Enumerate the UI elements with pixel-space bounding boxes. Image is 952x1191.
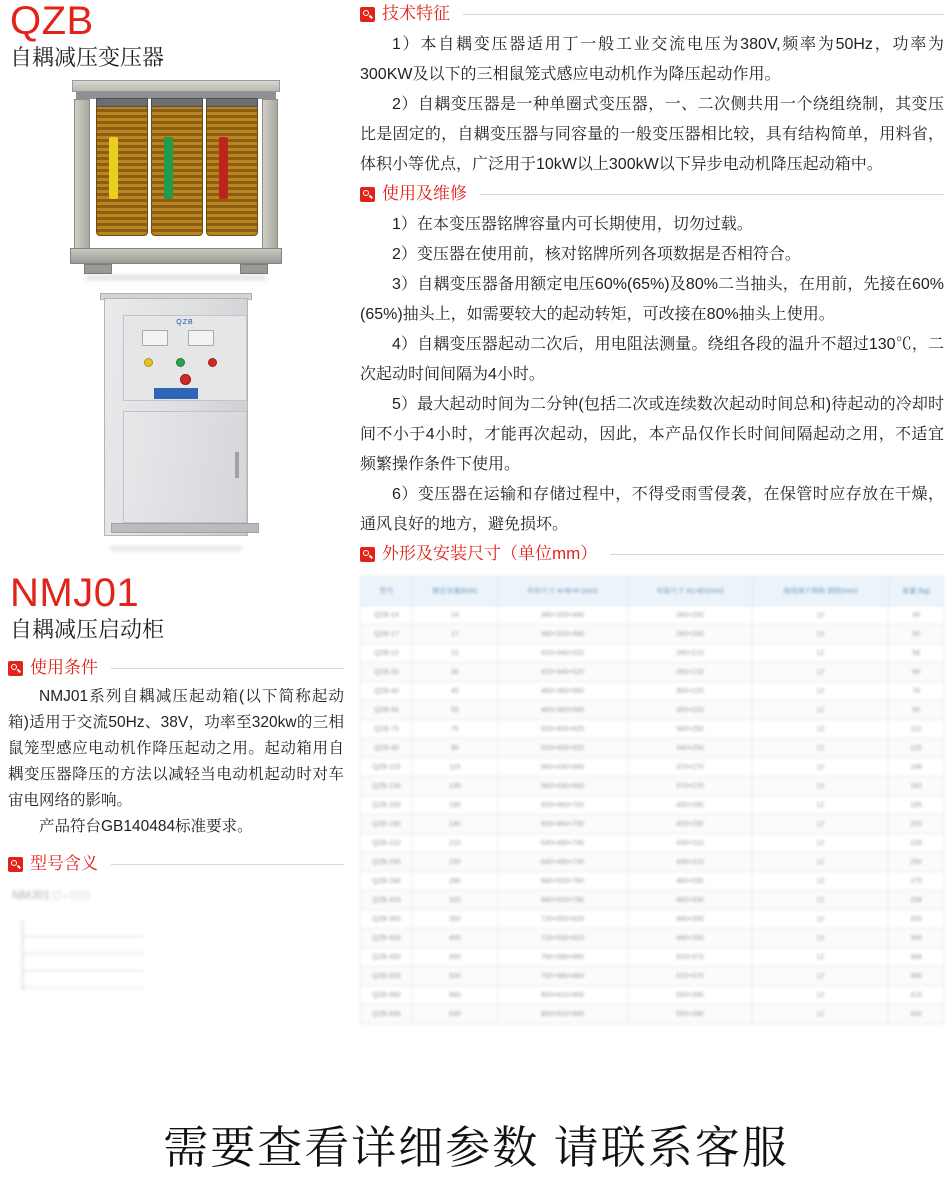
table-cell: 58 [889, 644, 944, 663]
table-row [361, 701, 944, 720]
table-cell: 12 [752, 739, 889, 758]
table-cell: QZB-14 [361, 606, 413, 625]
table-cell: 12 [752, 796, 889, 815]
table-cell: 490×350 [628, 910, 753, 929]
table-cell: 280×210 [628, 644, 753, 663]
paragraph: 2）变压器在使用前，核对铭牌所列各项数据是否相符合。 [392, 246, 801, 263]
table-cell: 460×330 [628, 891, 753, 910]
table-row [361, 625, 944, 644]
table-cell: QZB-280 [361, 872, 413, 891]
heading-divider [111, 668, 344, 669]
table-body [361, 606, 944, 1024]
table-cell: 600×460×700 [497, 815, 627, 834]
table-row [361, 1005, 944, 1024]
table-cell: 350 [412, 910, 497, 929]
table-cell: 380×320×480 [497, 625, 627, 644]
table-row [361, 834, 944, 853]
table-row [361, 606, 944, 625]
table-cell: 720×550×820 [497, 910, 627, 929]
table-cell: 550×390 [628, 1005, 753, 1024]
transformer-base-frame [70, 248, 282, 264]
model-breakdown-row [23, 920, 143, 937]
table-cell: 12 [752, 948, 889, 967]
heading-divider [480, 194, 944, 195]
table-cell: 14 [412, 606, 497, 625]
table-cell: 550×390 [628, 986, 753, 1005]
search-icon [8, 857, 23, 872]
table-cell: 430×310 [628, 834, 753, 853]
table-cell: QZB-135 [361, 777, 413, 796]
cabinet-door-handle [235, 452, 239, 478]
search-icon [360, 547, 375, 562]
section-heading-dimensions [360, 544, 944, 564]
table-cell: 490×350 [628, 929, 753, 948]
table-cell: 390 [889, 967, 944, 986]
table-cell: 430×310 [628, 853, 753, 872]
table-row [361, 777, 944, 796]
coil-cap [206, 98, 258, 107]
model-code-line: NMJ01 □ - □ □ [12, 888, 90, 902]
table-cell: 30 [412, 663, 497, 682]
table-cell: 148 [889, 758, 944, 777]
table-cell: 125 [889, 739, 944, 758]
table-cell: 66 [889, 663, 944, 682]
cabinet-shadow [110, 546, 242, 551]
section-heading-use-and-maintenance [360, 184, 944, 204]
table-cell: 460×360×560 [497, 682, 627, 701]
transformer-side-right [262, 99, 278, 249]
table-row [361, 891, 944, 910]
table-cell: QZB-350 [361, 910, 413, 929]
column-header: 安装尺寸 A1×B1(mm) [628, 577, 753, 606]
table-cell: 440 [889, 1005, 944, 1024]
table-cell: 800×610×900 [497, 1005, 627, 1024]
table-cell: 368 [889, 948, 944, 967]
paragraph: 5）最大起动时间为二分钟(包括二次或连续数次起动时间总和)待起动的冷却时间不小于4小时，才能再次起动，因此，本产品仅作长时间间隔起动之用，不适宜频繁操作条件下使用。 [360, 396, 944, 473]
table-cell: 250 [889, 853, 944, 872]
left-column [0, 0, 352, 1191]
table-cell: 260×200 [628, 606, 753, 625]
section-title: 外形及安装尺寸（单位mm） [382, 544, 598, 563]
column-header: 型号 [361, 577, 413, 606]
table-cell: 420×340×520 [497, 663, 627, 682]
table-row [361, 815, 944, 834]
table-cell: QZB-160 [361, 796, 413, 815]
dimensions-table [360, 576, 944, 1024]
table-cell: 12 [752, 663, 889, 682]
product-name-nmj01: 自耦减压启动柜 [10, 617, 165, 642]
table-cell: 12 [752, 986, 889, 1005]
table-cell: QZB-115 [361, 758, 413, 777]
model-breakdown-row [23, 937, 143, 954]
table-row [361, 682, 944, 701]
search-icon [360, 7, 375, 22]
table-cell: QZB-630 [361, 1005, 413, 1024]
table-cell: 298 [889, 891, 944, 910]
panel-meter [188, 330, 214, 346]
table-cell: 370×270 [628, 777, 753, 796]
table-cell: 12 [752, 606, 889, 625]
table-cell: 345 [889, 929, 944, 948]
table-cell: QZB-30 [361, 663, 413, 682]
right-column [360, 0, 952, 1191]
table-cell: QZB-400 [361, 929, 413, 948]
table-cell: 760×580×860 [497, 948, 627, 967]
table-cell: QZB-190 [361, 815, 413, 834]
transformer-coil [206, 104, 258, 236]
heading-divider [610, 554, 944, 555]
table-cell: 640×490×740 [497, 834, 627, 853]
table-row [361, 663, 944, 682]
table-cell: 600×460×700 [497, 796, 627, 815]
table-cell: 135 [412, 777, 497, 796]
table-cell: 320 [889, 910, 944, 929]
table-row [361, 720, 944, 739]
transformer-illustration [66, 80, 286, 280]
model-breakdown-row [23, 971, 143, 988]
table-cell: 800×610×900 [497, 986, 627, 1005]
table-cell: 260×200 [628, 625, 753, 644]
cabinet-photo [96, 298, 256, 548]
table-cell: 340×250 [628, 739, 753, 758]
table-cell: 560 [412, 986, 497, 1005]
table-cell: 280×210 [628, 663, 753, 682]
table-cell: 12 [752, 625, 889, 644]
table-cell: 12 [752, 758, 889, 777]
table-cell: 400×290 [628, 815, 753, 834]
section-title: 技术特征 [382, 4, 450, 23]
table-cell: 12 [752, 853, 889, 872]
table-cell: 450 [412, 948, 497, 967]
table-cell: 520×400×620 [497, 739, 627, 758]
table-cell: 12 [752, 682, 889, 701]
technical-features-text [360, 30, 944, 180]
indicator-lamp-green [176, 358, 185, 367]
table-cell: 520×370 [628, 948, 753, 967]
transformer-coil [151, 104, 203, 236]
transformer-foot [84, 264, 112, 274]
table-cell: 12 [752, 910, 889, 929]
cabinet-control-panel [123, 315, 247, 401]
paragraph: 产品符台GB140484标准要求。 [39, 818, 253, 835]
table-cell: 12 [752, 644, 889, 663]
table-cell: 50 [889, 625, 944, 644]
table-cell: 55 [412, 701, 497, 720]
product-code-nmj01: NMJ01 [10, 571, 140, 615]
panel-label-plate [154, 388, 198, 399]
model-breakdown-lines [22, 920, 223, 990]
table-cell: QZB-450 [361, 948, 413, 967]
table-cell: 500 [412, 967, 497, 986]
section-heading-usage-conditions [8, 658, 344, 678]
table-cell: 370×270 [628, 758, 753, 777]
search-icon [8, 661, 23, 676]
table-row [361, 948, 944, 967]
table-cell: 12 [752, 777, 889, 796]
product-code-qzb: QZB [10, 0, 94, 43]
column-header: 额定容量(kVA) [412, 577, 497, 606]
table-cell: 12 [752, 720, 889, 739]
table-cell: 340×250 [628, 720, 753, 739]
table-cell: 90 [889, 701, 944, 720]
product-name-qzb: 自耦减压变压器 [10, 45, 165, 70]
table-cell: 160 [412, 796, 497, 815]
table-row [361, 853, 944, 872]
column-header: 重量 (kg) [889, 577, 944, 606]
contact-support-notice: 需要查看详细参数 请联系客服 [163, 1122, 789, 1173]
paragraph: 1）在本变压器铭牌容量内可长期使用，切勿过载。 [392, 216, 753, 233]
table-cell: 280 [412, 872, 497, 891]
paragraph: 1）本自耦变压器适用丁一般工业交流电压为380V,频率为50Hz，功率为300KW及以下的三相鼠笼式感应电动机作为降压起动作用。 [360, 36, 944, 83]
table-header-row [361, 577, 944, 606]
heading-divider [111, 864, 344, 865]
lead-wire-red [219, 137, 228, 199]
table-cell: 75 [412, 720, 497, 739]
transformer-top-frame [72, 80, 280, 92]
indicator-lamp-red [208, 358, 217, 367]
transformer-side-left [74, 99, 90, 249]
table-cell: 520×370 [628, 967, 753, 986]
table-row [361, 872, 944, 891]
paragraph: NMJ01系列自耦减压起动箱(以下简称起动箱)适用于交流50Hz、38V，功率至320kw的三相鼠笼型感应电动机作降压起动之用。起动箱用自耦变压器降压的方法以减轻当电动机起动时对车宙电网络的影响。 [8, 688, 344, 809]
table-cell: 460×360×560 [497, 701, 627, 720]
column-header: 接线端子规格 铜排(mm) [752, 577, 889, 606]
lead-wire-yellow [109, 137, 118, 199]
table-cell: 760×580×860 [497, 967, 627, 986]
panel-meter [142, 330, 168, 346]
indicator-lamp-yellow [144, 358, 153, 367]
paragraph: 3）自耦变压器备用额定电压60%(65%)及80%二当抽头，在用前，先接在60%(65%)抽头上，如需要较大的起动转矩，可改接在80%抽头上使用。 [360, 276, 944, 323]
table-cell: 22 [412, 644, 497, 663]
table-cell: QZB-500 [361, 967, 413, 986]
table-cell: 560×430×660 [497, 777, 627, 796]
cabinet-logo: QZB [176, 319, 194, 326]
table-cell: 12 [752, 815, 889, 834]
table-row [361, 644, 944, 663]
coil-cap [151, 98, 203, 107]
cabinet-door [123, 411, 247, 523]
model-breakdown-row [23, 954, 143, 971]
table-cell: 210 [412, 834, 497, 853]
paragraph: 2）自耦变压器是一种单圈式变压器，一、二次侧共用一个绕组绕制，其变压比是固定的，自耦变压器与同容量的一般变压器相比较，具有结构简单，用料省，体积小等优点，广泛用于10kW以上300kW以下异步电动机降压起动箱中。 [360, 96, 944, 173]
stop-button [180, 374, 191, 385]
paragraph: 4）自耦变压器起动二次后，用电阻法测量。绕组各段的温升不超过130℃，二次起动时间间隔为4小时。 [360, 336, 944, 383]
table-cell: 12 [752, 891, 889, 910]
table-cell: 12 [752, 701, 889, 720]
table-cell: 17 [412, 625, 497, 644]
transformer-shadow [86, 275, 266, 280]
table-cell: 680×520×780 [497, 872, 627, 891]
section-title: 使用及维修 [382, 184, 467, 203]
table-cell: 12 [752, 834, 889, 853]
table-cell: 12 [752, 967, 889, 986]
table-cell: QZB-250 [361, 853, 413, 872]
lead-wire-green [164, 137, 173, 199]
table-cell: 78 [889, 682, 944, 701]
transformer-photo [8, 80, 344, 280]
section-heading-model-meaning [8, 854, 344, 874]
table-cell: 162 [889, 777, 944, 796]
table-cell: 415 [889, 986, 944, 1005]
table-cell: QZB-17 [361, 625, 413, 644]
search-icon [360, 187, 375, 202]
table-cell: 680×520×780 [497, 891, 627, 910]
table-cell: 185 [889, 796, 944, 815]
use-and-maintenance-text [360, 210, 944, 540]
table-cell: 400 [412, 929, 497, 948]
transformer-coil [96, 104, 148, 236]
table-cell: 205 [889, 815, 944, 834]
table-cell: 520×400×620 [497, 720, 627, 739]
table-cell: 45 [889, 606, 944, 625]
section-heading-technical-features [360, 4, 944, 24]
table-row [361, 967, 944, 986]
table-cell: 90 [412, 739, 497, 758]
transformer-foot [240, 264, 268, 274]
section-title: 型号含义 [30, 854, 98, 873]
table-cell: QZB-320 [361, 891, 413, 910]
table-cell: QZB-55 [361, 701, 413, 720]
table-row [361, 986, 944, 1005]
table-cell: QZB-75 [361, 720, 413, 739]
column-header: 外形尺寸 A×B×H (mm) [497, 577, 627, 606]
coil-cap [96, 98, 148, 107]
table-cell: QZB-560 [361, 986, 413, 1005]
table-cell: 300×220 [628, 682, 753, 701]
table-cell: 460×330 [628, 872, 753, 891]
table-row [361, 758, 944, 777]
table-cell: 300×220 [628, 701, 753, 720]
table-cell: 115 [412, 758, 497, 777]
model-meaning-diagram [8, 884, 344, 990]
table-cell: 228 [889, 834, 944, 853]
heading-divider [463, 14, 944, 15]
cabinet-base [111, 523, 259, 533]
table-cell: 640×490×740 [497, 853, 627, 872]
table-cell: 250 [412, 853, 497, 872]
table-cell: 630 [412, 1005, 497, 1024]
usage-conditions-text [8, 684, 344, 840]
table-cell: 12 [752, 872, 889, 891]
table-cell: QZB-22 [361, 644, 413, 663]
table-cell: 12 [752, 1005, 889, 1024]
table-row [361, 796, 944, 815]
table-cell: 720×550×820 [497, 929, 627, 948]
table-cell: QZB-210 [361, 834, 413, 853]
paragraph: 6）变压器在运输和存储过程中，不得受雨雪侵袭，在保管时应存放在干燥，通风良好的地方，避免损坏。 [360, 486, 944, 533]
table-row [361, 929, 944, 948]
table-cell: 420×340×520 [497, 644, 627, 663]
cabinet-body [104, 298, 248, 536]
table-cell: QZB-40 [361, 682, 413, 701]
table-cell: 380×320×480 [497, 606, 627, 625]
table-cell: 112 [889, 720, 944, 739]
section-title: 使用条件 [30, 658, 98, 677]
table-cell: QZB-90 [361, 739, 413, 758]
table-cell: 560×430×660 [497, 758, 627, 777]
table-cell: 400×290 [628, 796, 753, 815]
table-row [361, 910, 944, 929]
table-cell: 320 [412, 891, 497, 910]
table-cell: 40 [412, 682, 497, 701]
table-row [361, 739, 944, 758]
table-cell: 12 [752, 929, 889, 948]
table-cell: 275 [889, 872, 944, 891]
table-cell: 190 [412, 815, 497, 834]
